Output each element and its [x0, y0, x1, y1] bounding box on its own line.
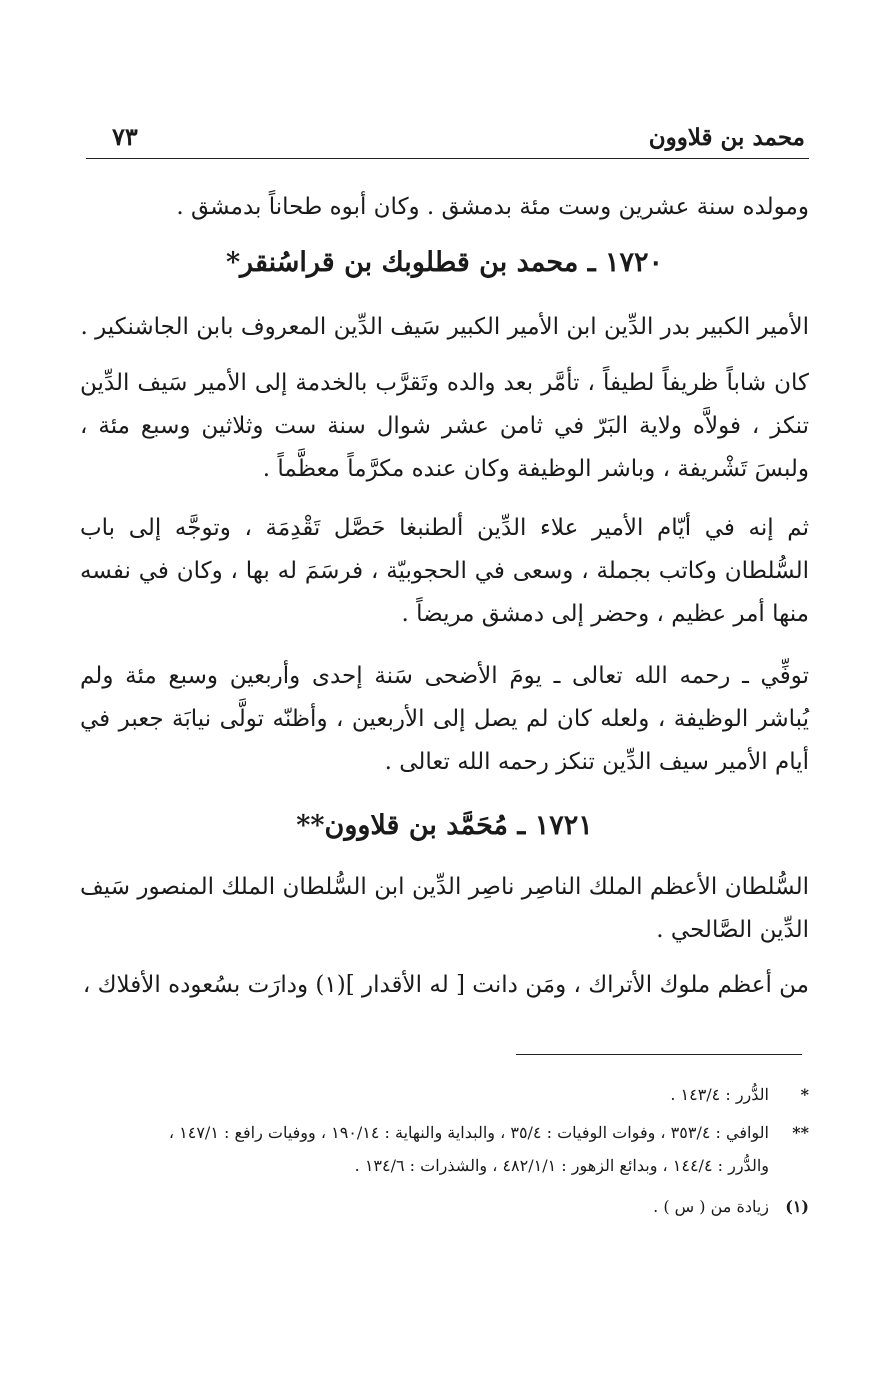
intro-paragraph: ومولده سنة عشرين وست مئة بدمشق . وكان أبوه طحاناً بدمشق . [176, 194, 809, 220]
footnote-mark: ** [792, 1123, 809, 1142]
entry-1720-paragraph-3: ثم إنه في أيّام الأمير علاء الدِّين ألطنبغا حَصَّل تَقْدِمَة ، وتوجَّه إلى باب السُّلطان وكاتب بجملة ، وسعى في الحجوبيّة ، فرسَمَ له بها ، وكان في نفسه منها أمر عظيم ، وحضر إلى دمشق مريضاً . [80, 515, 809, 627]
footnote-text: الوافي : ٣٥٣/٤ ، وفوات الوفيات : ٣٥/٤ ، والبداية والنهاية : ١٩٠/١٤ ، ووفيات رافع : ١٤٧/١ ، [168, 1123, 769, 1142]
entry-1720-heading: ١٧٢٠ ـ محمد بن قطلوبك بن قراسُنقر* [225, 247, 664, 278]
entry-1720-paragraph-2: كان شاباً ظريفاً لطيفاً ، تأمَّر بعد والده وتَقرَّب بالخدمة إلى الأمير سَيف الدِّين تنكز ، فولاَّه ولاية البَرّ في ثامن عشر شوال سنة ست وثلاثين وسبع مئة ، ولبسَ تَشْريفة ، وباشر الوظيفة وكان عنده مكرَّماً معظَّماً . [80, 370, 809, 482]
entry-1720-paragraph-1: الأمير الكبير بدر الدِّين ابن الأمير الكبير سَيف الدِّين المعروف بابن الجاشنكير . [80, 314, 809, 340]
page-header [86, 118, 809, 159]
footnote-mark: * [800, 1085, 809, 1104]
footnote-text-continued: والدُّرر : ١٤٤/٤ ، وبدائع الزهور : ٤٨٢/١/١ ، والشذرات : ١٣٤/٦ . [354, 1156, 769, 1175]
footnote-mark: (١) [785, 1197, 809, 1216]
footnote-2 [80, 1116, 809, 1182]
running-title: محمد بن قلاوون [648, 124, 805, 151]
entry-1721-paragraph-2: من أعظم ملوك الأتراك ، ومَن دانت [ له الأقدار ](١) ودارَت بسُعوده الأفلاك ، [82, 972, 809, 998]
entry-1720-paragraph-4: توفِّي ـ رحمه الله تعالى ـ يومَ الأضحى سَنة إحدى وأربعين وسبع مئة ولم يُباشر الوظيفة ، ولعله كان لم يصل إلى الأربعين ، وأظنّه تولَّى نيابَة جعبر في أيام الأمير سيف الدِّين تنكز رحمه الله تعالى . [80, 663, 809, 775]
footnote-text: زيادة من ( س ) . [653, 1197, 769, 1216]
footnote-3 [80, 1190, 809, 1223]
entry-1721-heading: ١٧٢١ ـ مُحَمَّد بن قلاوون** [296, 810, 593, 841]
footnote-text: الدُّرر : ١٤٣/٤ . [670, 1085, 769, 1104]
page-number: ٧٣ [112, 122, 138, 151]
entry-1721-paragraph-1: السُّلطان الأعظم الملك الناصِر ناصِر الدِّين ابن السُّلطان الملك المنصور سَيف الدِّين الصَّالحي . [80, 874, 809, 943]
footnote-separator [516, 1054, 802, 1055]
footnote-1 [80, 1078, 809, 1111]
